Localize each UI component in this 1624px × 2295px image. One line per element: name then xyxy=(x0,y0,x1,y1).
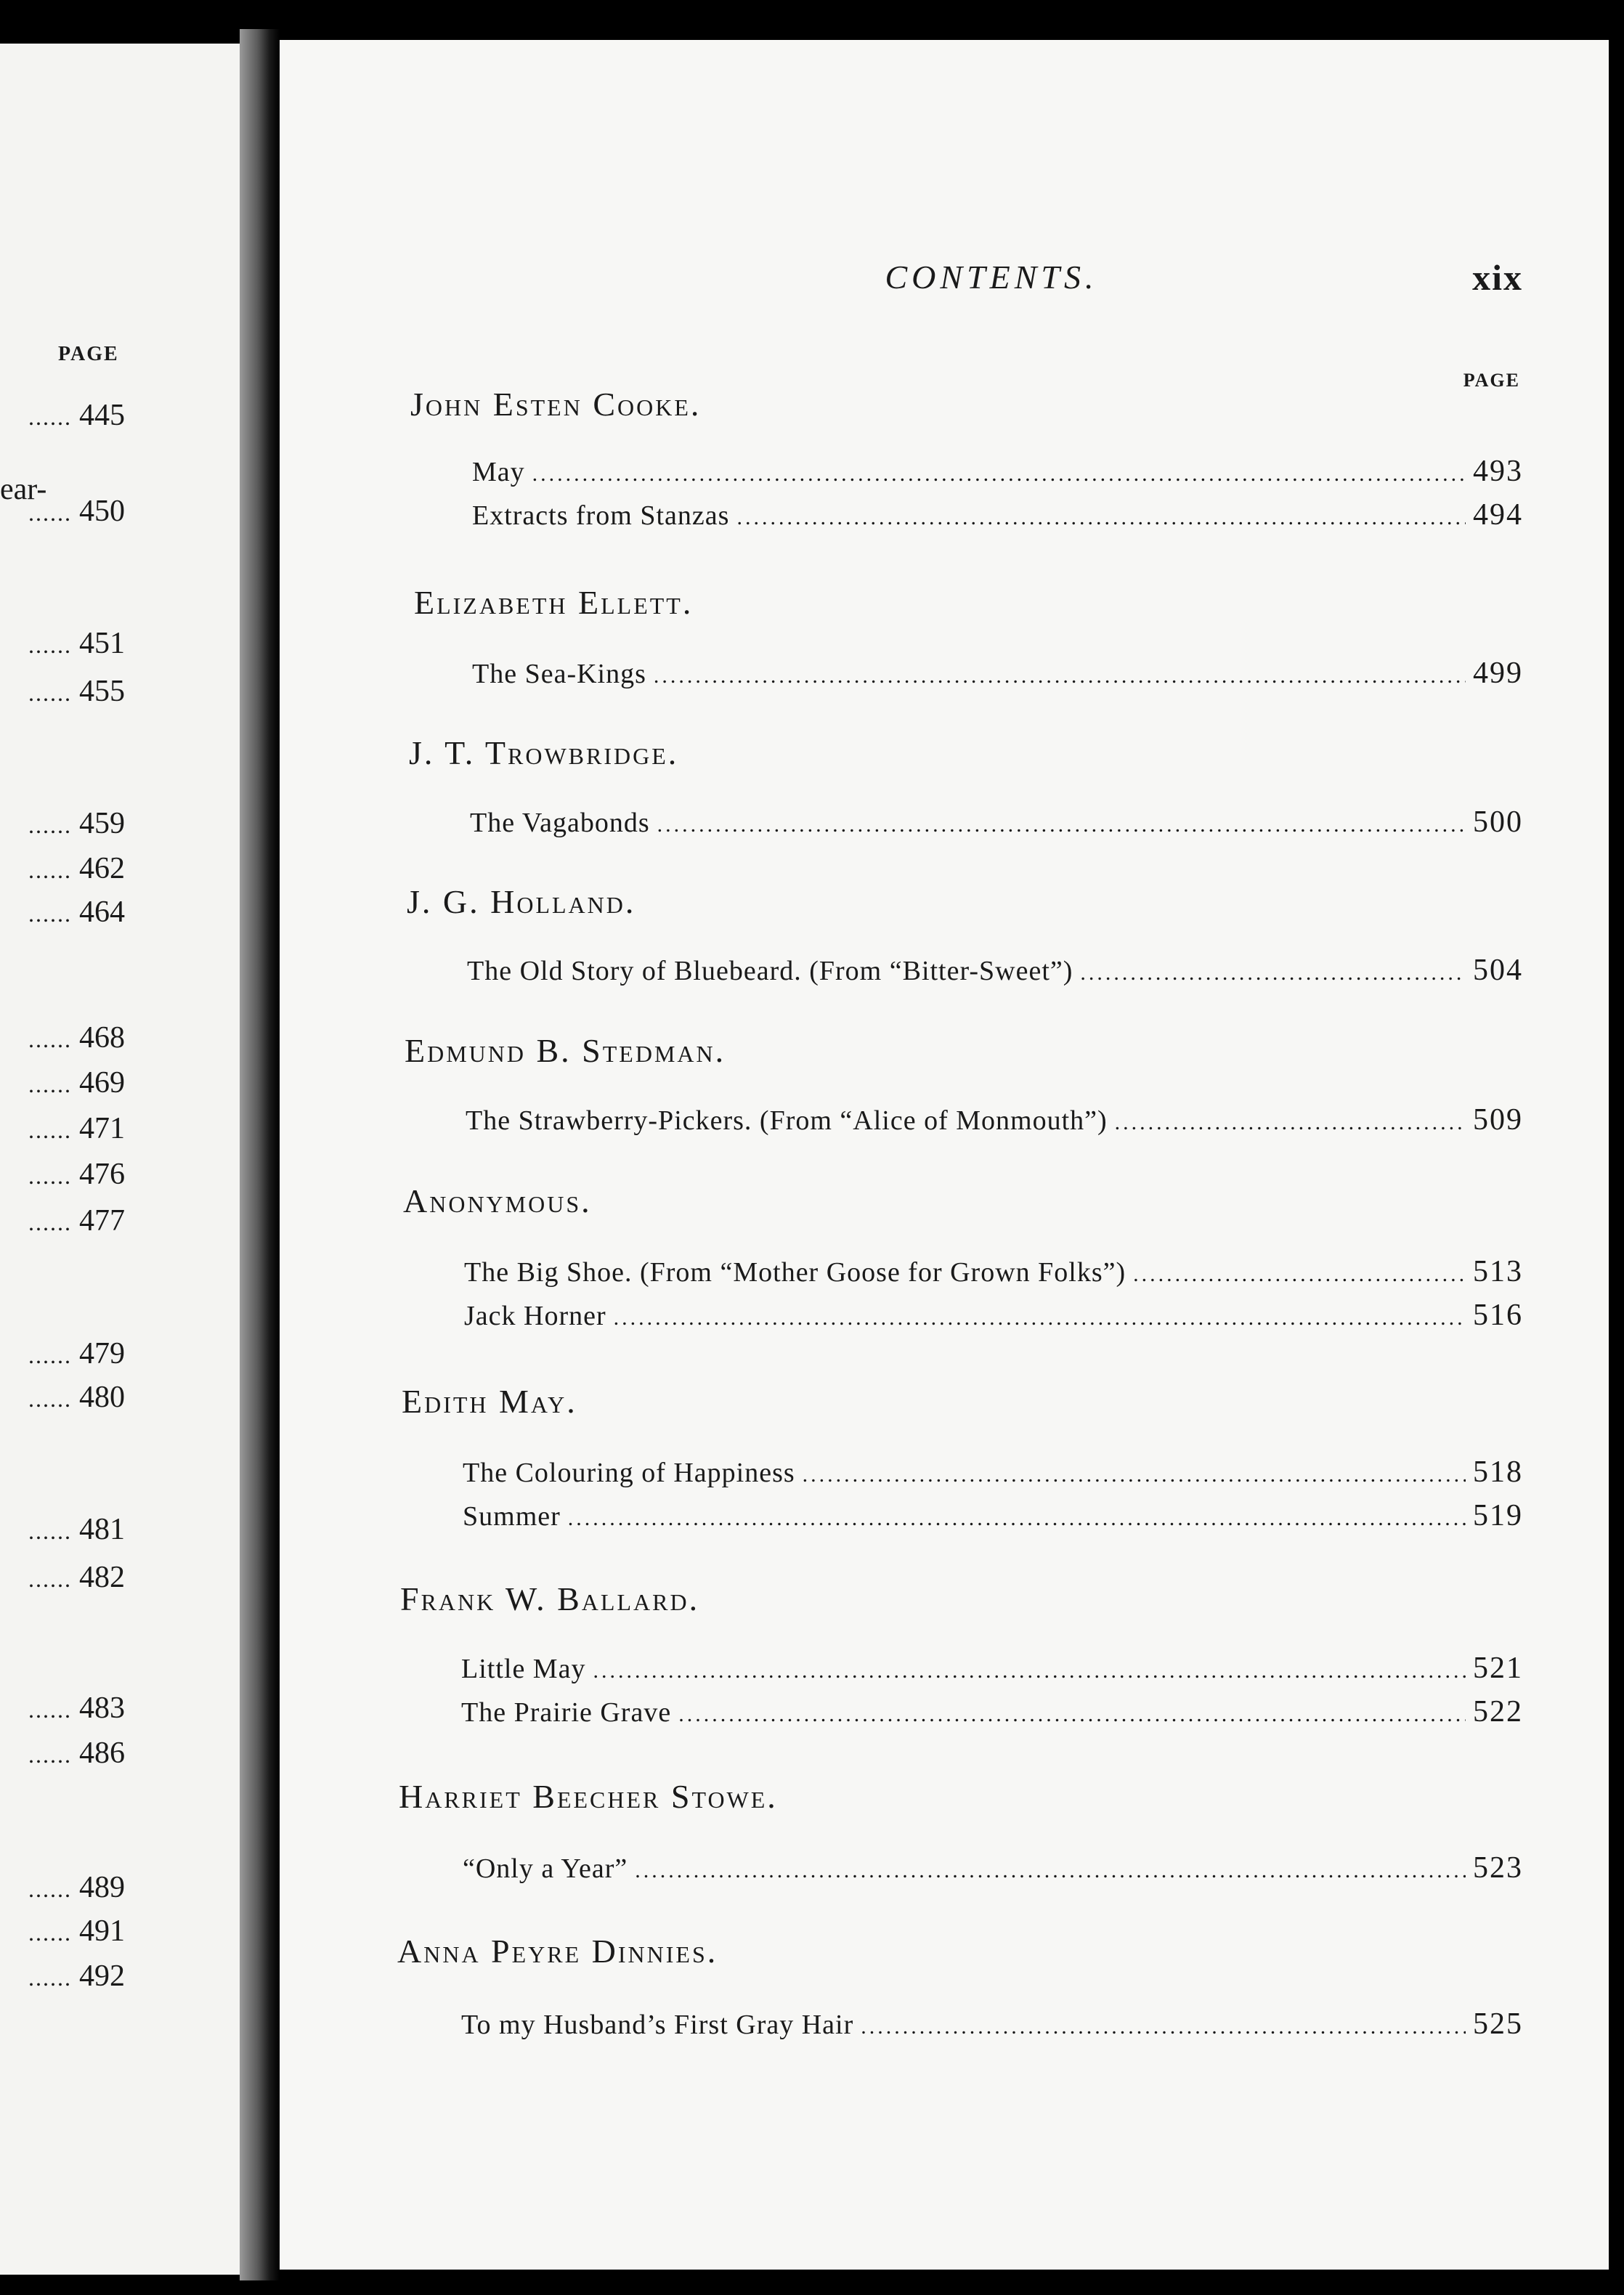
dot-leader xyxy=(635,1859,1466,1883)
dot-leader: ...... xyxy=(28,1566,79,1592)
left-page-number: 471 xyxy=(79,1112,125,1145)
left-page-entry xyxy=(0,851,125,887)
left-facing-page xyxy=(0,44,240,2275)
dot-leader xyxy=(1080,961,1466,986)
dot-leader xyxy=(593,1659,1466,1683)
entry-title: Summer xyxy=(463,1501,561,1532)
left-page-entry xyxy=(0,1691,125,1727)
left-page-label: PAGE xyxy=(58,343,119,365)
running-title: CONTENTS. xyxy=(885,259,1098,296)
left-page-entry xyxy=(0,1736,125,1772)
author-heading: John Esten Cooke. xyxy=(410,386,702,423)
dot-leader: ...... xyxy=(28,1876,79,1902)
page-column-label: PAGE xyxy=(1463,370,1520,391)
left-page-entry xyxy=(0,1959,125,1995)
contents-entry xyxy=(461,1694,1523,1735)
book-gutter xyxy=(240,29,280,2280)
entry-page-number: 500 xyxy=(1473,805,1523,839)
left-page-number: 492 xyxy=(79,1959,125,1993)
entry-page-number: 516 xyxy=(1473,1299,1523,1332)
left-page-entry xyxy=(0,1914,125,1950)
entry-page-number: 493 xyxy=(1473,455,1523,488)
left-page-number: 464 xyxy=(79,895,125,929)
dot-leader xyxy=(614,1306,1466,1331)
entry-title: The Old Story of Bluebeard. (From “Bitter-Sweet”) xyxy=(467,956,1073,986)
entry-title: “Only a Year” xyxy=(463,1853,628,1884)
left-page-entry xyxy=(0,1111,125,1148)
left-page-entry xyxy=(0,398,125,434)
entry-page-number: 522 xyxy=(1473,1695,1523,1729)
author-heading: J. G. Holland. xyxy=(407,883,636,920)
left-page-entry xyxy=(0,1870,125,1906)
left-page-entry xyxy=(0,895,125,931)
contents-entry xyxy=(461,1651,1523,1691)
left-page-entry xyxy=(0,806,125,842)
contents-entry xyxy=(463,1851,1523,1891)
dot-leader xyxy=(1133,1262,1466,1287)
left-page-number: 455 xyxy=(79,675,125,708)
entry-title: Little May xyxy=(461,1654,586,1684)
left-page-entry xyxy=(0,1380,125,1416)
entry-title: The Big Shoe. (From “Mother Goose for Grown Folks”) xyxy=(464,1257,1126,1288)
left-page-number: 476 xyxy=(79,1158,125,1191)
entry-title: The Vagabonds xyxy=(470,808,650,838)
contents-entry xyxy=(463,1498,1523,1539)
left-page-number: 481 xyxy=(79,1513,125,1546)
dot-leader xyxy=(657,813,1466,837)
left-page-number: 480 xyxy=(79,1381,125,1414)
left-page-entry xyxy=(0,1020,125,1057)
author-heading: Anna Peyre Dinnies. xyxy=(397,1933,718,1970)
left-page-number: 489 xyxy=(79,1871,125,1904)
contents-entry xyxy=(472,497,1523,538)
entry-page-number: 521 xyxy=(1473,1652,1523,1685)
dot-leader xyxy=(1115,1110,1466,1135)
contents-entry xyxy=(470,805,1523,845)
author-heading: Edmund B. Stedman. xyxy=(405,1032,726,1069)
dot-leader: ...... xyxy=(28,812,79,838)
left-page-entry xyxy=(0,1512,125,1548)
author-heading: Frank W. Ballard. xyxy=(400,1580,700,1617)
contents-entry xyxy=(464,1298,1523,1339)
dot-leader: ...... xyxy=(28,1071,79,1097)
contents-entry xyxy=(461,2007,1523,2047)
dot-leader: ...... xyxy=(28,1742,79,1768)
left-page-entry xyxy=(0,1065,125,1102)
dot-leader: ...... xyxy=(28,1117,79,1143)
author-heading: Edith May. xyxy=(402,1383,577,1420)
entry-page-number: 509 xyxy=(1473,1103,1523,1137)
dot-leader: ...... xyxy=(28,1965,79,1991)
contents-entry xyxy=(472,454,1523,495)
dot-leader: ...... xyxy=(28,901,79,927)
dot-leader xyxy=(568,1506,1466,1531)
left-page-number: 451 xyxy=(79,627,125,660)
dot-leader: ...... xyxy=(28,632,79,658)
left-page-entry xyxy=(0,1203,125,1240)
dot-leader xyxy=(532,462,1466,487)
left-page-entry xyxy=(0,626,125,662)
dot-leader xyxy=(654,664,1466,688)
entry-page-number: 494 xyxy=(1473,498,1523,532)
author-heading: J. T. Trowbridge. xyxy=(409,734,679,771)
left-page-entry xyxy=(0,1336,125,1373)
left-page-fragment: ear- xyxy=(0,473,47,506)
left-page-entry xyxy=(0,494,125,530)
author-heading: Harriet Beecher Stowe. xyxy=(399,1778,778,1815)
entry-page-number: 523 xyxy=(1473,1851,1523,1885)
left-page-number: 459 xyxy=(79,807,125,840)
left-page-number: 477 xyxy=(79,1204,125,1238)
dot-leader xyxy=(736,505,1466,530)
dot-leader: ...... xyxy=(28,500,79,526)
entry-page-number: 518 xyxy=(1473,1455,1523,1489)
left-page-number: 468 xyxy=(79,1021,125,1055)
entry-title: The Strawberry-Pickers. (From “Alice of Monmouth”) xyxy=(466,1105,1108,1136)
contents-entry xyxy=(472,656,1523,696)
entry-title: To my Husband’s First Gray Hair xyxy=(461,2010,854,2040)
entry-title: The Colouring of Happiness xyxy=(463,1458,795,1488)
dot-leader: ...... xyxy=(28,404,79,430)
dot-leader: ...... xyxy=(28,1920,79,1946)
left-page-entry xyxy=(0,674,125,710)
left-page-number: 462 xyxy=(79,852,125,885)
dot-leader: ...... xyxy=(28,1697,79,1723)
left-page-number: 491 xyxy=(79,1914,125,1948)
contents-entry xyxy=(467,953,1523,994)
dot-leader: ...... xyxy=(28,1209,79,1235)
left-page-entry xyxy=(0,1560,125,1596)
dot-leader: ...... xyxy=(28,1386,79,1412)
dot-leader: ...... xyxy=(28,1518,79,1544)
dot-leader: ...... xyxy=(28,1026,79,1052)
dot-leader xyxy=(861,2015,1466,2039)
dot-leader: ...... xyxy=(28,680,79,706)
author-heading: Anonymous. xyxy=(403,1182,592,1219)
left-page-number: 450 xyxy=(79,495,125,528)
left-page-entry xyxy=(0,1157,125,1193)
left-page-number: 483 xyxy=(79,1691,125,1725)
entry-page-number: 513 xyxy=(1473,1255,1523,1288)
entry-title: Jack Horner xyxy=(464,1301,606,1331)
left-page-number: 486 xyxy=(79,1737,125,1770)
entry-page-number: 499 xyxy=(1473,657,1523,690)
author-heading: Elizabeth Ellett. xyxy=(414,584,694,621)
left-page-number: 469 xyxy=(79,1066,125,1100)
entry-page-number: 525 xyxy=(1473,2007,1523,2041)
contents-page xyxy=(280,40,1609,2270)
entry-title: Extracts from Stanzas xyxy=(472,500,730,531)
entry-title: The Sea-Kings xyxy=(472,659,646,689)
dot-leader: ...... xyxy=(28,1342,79,1368)
dot-leader xyxy=(678,1702,1466,1727)
dot-leader: ...... xyxy=(28,1163,79,1189)
left-page-number: 482 xyxy=(79,1561,125,1594)
dot-leader xyxy=(803,1463,1466,1487)
entry-title: The Prairie Grave xyxy=(461,1697,672,1728)
contents-entry xyxy=(466,1102,1523,1143)
entry-page-number: 504 xyxy=(1473,954,1523,987)
entry-page-number: 519 xyxy=(1473,1499,1523,1532)
contents-entry xyxy=(463,1455,1523,1495)
folio-number: xix xyxy=(1472,257,1523,298)
left-page-number: 445 xyxy=(79,399,125,432)
contents-entry xyxy=(464,1254,1523,1295)
left-page-number: 479 xyxy=(79,1337,125,1370)
entry-title: May xyxy=(472,457,525,487)
dot-leader: ...... xyxy=(28,857,79,883)
